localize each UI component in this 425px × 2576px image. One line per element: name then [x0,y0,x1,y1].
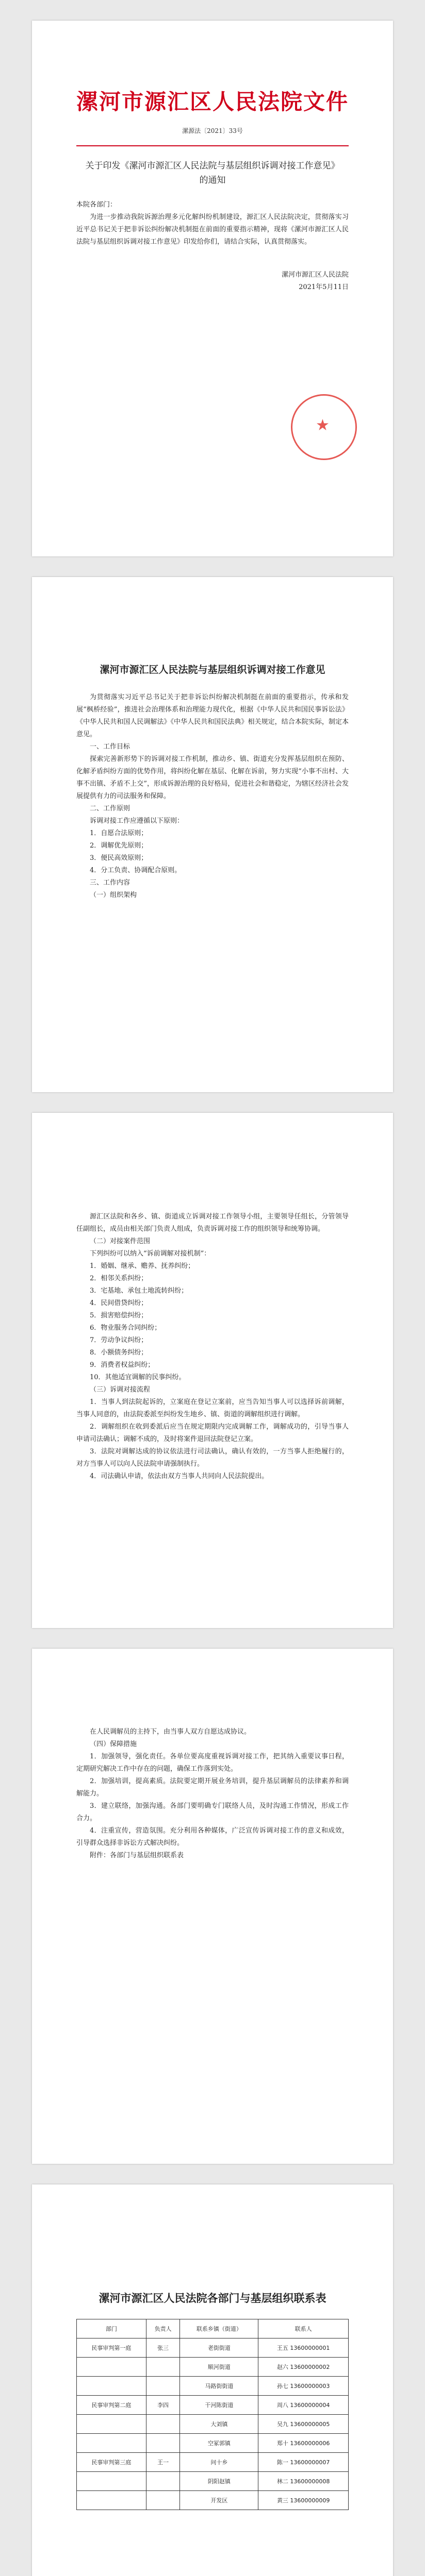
table-row [77,2377,349,2396]
red-divider [76,145,349,146]
table-cell: 问十乡 [180,2453,258,2472]
paragraph: 1．婚姻、继承、赡养、抚养纠纷； [90,1262,195,1270]
table-cell [77,2491,146,2510]
notice-body: 为进一步推动我院诉源治理多元化解纠纷机制建设，源汇区人民法院决定，贯彻落实习近平总书记关于把非诉讼纠纷解决机制挺在前面的重要指示精神，现将《漯河市源汇区人民法院与基层组织诉调对接工作意见》印发给你们，请结合实际，认真贯彻落实。 [76,213,349,246]
paragraph: 3．法院对调解达成的协议依法进行司法确认，确认有效的，一方当事人拒绝履行的，对方当事人可以向人民法院申请强制执行。 [76,1448,349,1468]
table-cell [146,2358,180,2377]
section-paragraph: （一）组织架构 [90,891,137,899]
opinion-page [32,577,393,1092]
paragraph: 4．民间借贷纠纷； [90,1299,148,1307]
paragraph: （三）诉调对接流程 [90,1386,151,1394]
table-cell: 空冢郭镇 [180,2434,258,2453]
paragraph: 1．加强领导，强化责任。各单位要高度重视诉调对接工作，把其纳入重要议事日程，定期研究解决工作中存在的问题，确保工作落到实处。 [76,1753,349,1773]
paragraph: 2．调解组织在收到委派后应当在规定期限内完成调解工作，调解成功的，引导当事人申请司法确认；调解不成的，及时将案件退回法院登记立案。 [76,1423,349,1443]
table-cell: 民事审判第二庭 [77,2396,146,2415]
notice-title: 关于印发《漯河市源汇区人民法院与基层组织诉调对接工作意见》的通知 [85,161,340,185]
table-cell [77,2415,146,2434]
table-row [77,2491,349,2510]
table-cell [146,2472,180,2491]
paragraph: 3．建立联络，加强沟通。各部门要明确专门联络人员，及时沟通工作情况，形成工作合力。 [76,1802,349,1822]
table-cell [146,2415,180,2434]
list-item: 4．分工负责、协调配合原则。 [90,867,182,874]
table-cell: 赵六 13600000002 [258,2358,349,2377]
section-paragraph: 探索完善新形势下的诉调对接工作机制，推动乡、镇、街道充分发挥基层组织在预防、化解矛盾纠纷方面的优势作用，将纠纷化解在基层、化解在诉前，努力实现“小事不出村、大事不出镇、矛盾不上交”，形成诉源治理的良好格局，促进社会和谐稳定，为辖区经济社会发展提供有力的司法服务和保障。 [76,755,349,800]
table-cell: 马路街街道 [180,2377,258,2396]
paragraph: 4．注重宣传，营造氛围。充分利用各种媒体，广泛宣传诉调对接工作的意义和成效，引导群众选择非诉讼方式解决纠纷。 [76,1827,349,1847]
list-item: 1．自愿合法原则； [90,829,148,837]
notice-page [32,21,393,556]
signer: 漯河市源汇区人民法院 [281,271,349,279]
table-header-row [77,2319,349,2338]
section-heading: 二、工作原则 [90,805,130,812]
table-row [77,2434,349,2453]
table-cell: 民事审判第一庭 [77,2338,146,2358]
section-heading: 一、工作目标 [90,743,130,751]
page-4-content [32,1649,393,1862]
table-row [77,2358,349,2377]
paragraph: 3．宅基地、承包土地流转纠纷； [90,1287,188,1295]
opinion-intro: 为贯彻落实习近平总书记关于把非诉讼纠纷解决机制挺在前面的重要指示，传承和发展“枫桥经验”，推进社会治理体系和治理能力现代化，根据《中华人民共和国民事诉讼法》《中华人民共和国人民调解法》《中华人民共和国民法典》相关规定，结合本院实际，制定本意见。 [76,693,349,738]
table-cell: 周八 13600000004 [258,2396,349,2415]
table-cell: 开发区 [180,2491,258,2510]
sign-date: 2021年5月11日 [299,283,349,291]
paragraph: 源汇区法院和各乡、镇、街道成立诉调对接工作领导小组，主要领导任组长，分管领导任副组长，成员由相关部门负责人组成，负责诉调对接工作的组织领导和统筹协调。 [76,1213,349,1233]
table-cell: 王一 [146,2453,180,2472]
paragraph: 下列纠纷可以纳入“诉前调解对接机制”： [90,1250,211,1258]
table-cell: 黄三 13600000009 [258,2491,349,2510]
table-row [77,2396,349,2415]
contact-table-page [32,2184,393,2576]
col-department: 部门 [77,2319,146,2338]
table-cell [77,2472,146,2491]
paragraph: 8．小额债务纠纷； [90,1349,148,1357]
table-row [77,2453,349,2472]
paragraph: 4．司法确认申请，依法由双方当事人共同向人民法院提出。 [90,1472,269,1480]
paragraph: 7．劳动争议纠纷； [90,1336,148,1344]
paragraph: 附件：各部门与基层组织联系表 [90,1852,184,1859]
table-cell: 张三 [146,2338,180,2358]
table-cell [146,2434,180,2453]
table-cell: 王五 13600000001 [258,2338,349,2358]
table-cell: 顺河街道 [180,2358,258,2377]
list-item: 3．便民高效原则； [90,854,148,862]
table-body [77,2338,349,2510]
paragraph: 10．其他适宜调解的民事纠纷。 [90,1374,186,1381]
document-number: 漯源法〔2021〕33号 [182,127,243,134]
list-item: 2．调解优先原则； [90,842,148,850]
table-cell: 吴九 13600000005 [258,2415,349,2434]
official-seal-image: ★ [291,394,357,460]
paragraph: 在人民调解员的主持下，由当事人双方自愿达成协议。 [90,1728,251,1736]
paragraph: 2．相邻关系纠纷； [90,1275,148,1282]
paragraph: 6．物业服务合同纠纷； [90,1324,161,1332]
col-leader: 负责人 [146,2319,180,2338]
table-cell: 民事审判第三庭 [77,2453,146,2472]
opinion-page-3 [32,1649,393,2164]
contact-table [76,2319,349,2510]
paragraph: 2．加强培训，提高素质。法院要定期开展业务培训，提升基层调解员的法律素养和调解能力。 [76,1777,349,1798]
table-cell: 林二 13600000008 [258,2472,349,2491]
col-township: 联系乡镇（街道） [180,2319,258,2338]
section-paragraph: 诉调对接工作应遵循以下原则： [90,817,184,825]
table-cell [77,2434,146,2453]
table-row [77,2415,349,2434]
paragraph: 1．当事人到法院起诉的，立案庭在登记立案前，应当告知当事人可以选择诉前调解，当事人同意的，由法院委派至纠纷发生地乡、镇、街道的调解组织进行调解。 [76,1398,349,1418]
table-cell: 孙七 13600000003 [258,2377,349,2396]
paragraph: 5．损害赔偿纠纷； [90,1312,148,1319]
table-title: 漯河市源汇区人民法院各部门与基层组织联系表 [99,2292,326,2304]
table-cell: 干河陈街道 [180,2396,258,2415]
table-cell: 老街街道 [180,2338,258,2358]
opinion-title: 漯河市源汇区人民法院与基层组织诉调对接工作意见 [100,664,325,675]
table-cell: 阴阳赵镇 [180,2472,258,2491]
table-row [77,2472,349,2491]
page-3-content [32,1113,393,1483]
table-cell [146,2491,180,2510]
paragraph: （四）保障措施 [90,1740,137,1748]
salutation: 本院各部门： [76,201,117,209]
table-cell [77,2377,146,2396]
paragraph: （二）对接案件范围 [90,1238,151,1245]
document-header: 漯河市源汇区人民法院文件 [76,89,349,114]
table-cell: 陈一 13600000007 [258,2453,349,2472]
table-row [77,2338,349,2358]
opinion-content [32,691,393,902]
opinion-page-2 [32,1113,393,1628]
table-cell [77,2358,146,2377]
table-cell: 李四 [146,2396,180,2415]
paragraph: 9．消费者权益纠纷； [90,1361,155,1369]
table-cell: 郑十 13600000006 [258,2434,349,2453]
col-contact: 联系人 [258,2319,349,2338]
table-cell: 大刘镇 [180,2415,258,2434]
section-heading: 三、工作内容 [90,879,130,887]
table-cell [146,2377,180,2396]
